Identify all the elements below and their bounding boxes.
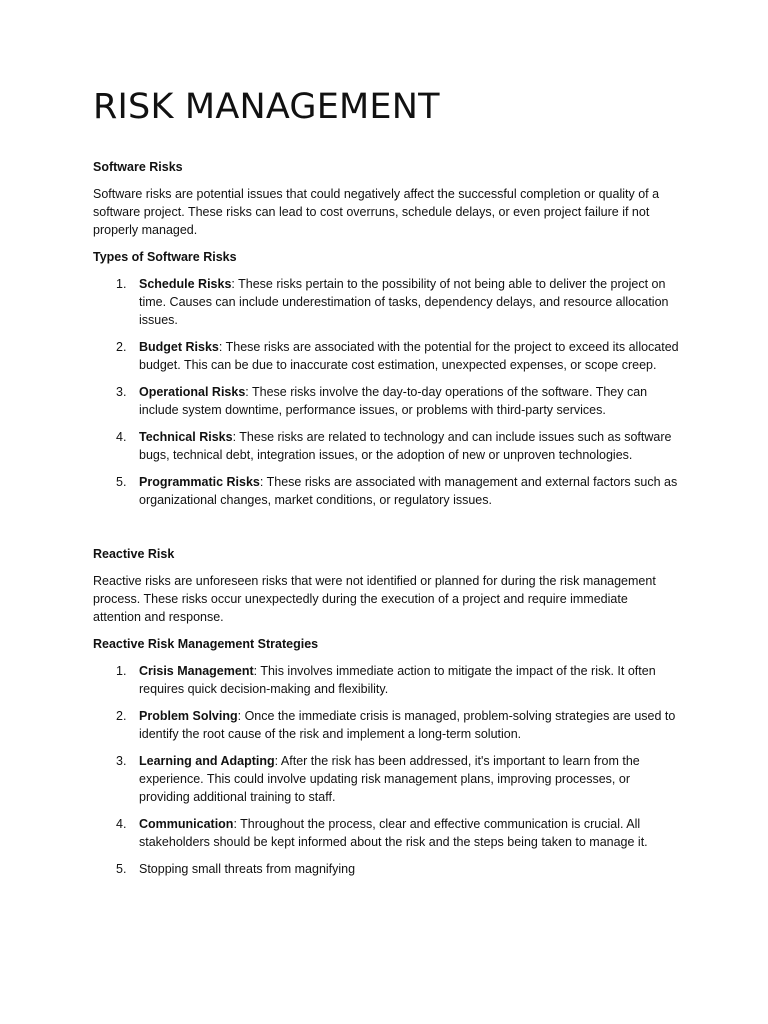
list-term: Schedule Risks bbox=[139, 277, 232, 291]
document-title: RISK MANAGEMENT bbox=[93, 87, 440, 127]
list-item bbox=[93, 860, 679, 878]
list-number: 3. bbox=[116, 754, 127, 768]
list-item bbox=[93, 473, 679, 509]
section-spacer bbox=[93, 518, 679, 545]
list-number: 5. bbox=[116, 862, 127, 876]
list-text: : These risks involve the day-to-day operations of the software. They can include system downtime, performance issues, or problems with third-party services. bbox=[139, 385, 648, 417]
list-term: Communication bbox=[139, 817, 234, 831]
list-text: : Once the immediate crisis is managed, problem-solving strategies are used to identify the root cause of the risk and implement a long-term solution. bbox=[139, 709, 676, 741]
reactive-strategies-heading: Reactive Risk Management Strategies bbox=[93, 637, 319, 651]
types-of-software-risks-heading: Types of Software Risks bbox=[93, 250, 237, 264]
list-text: Stopping small threats from magnifying bbox=[139, 862, 356, 876]
software-risks-intro: Software risks are potential issues that could negatively affect the successful completion or quality of a software project. These risks can lead to cost overruns, schedule delays, or even project failure if not properly managed. bbox=[93, 187, 660, 237]
list-term: Problem Solving bbox=[139, 709, 238, 723]
list-item bbox=[93, 752, 679, 806]
list-item bbox=[93, 338, 679, 374]
software-risk-types-list bbox=[93, 275, 679, 509]
list-term: Learning and Adapting bbox=[139, 754, 275, 768]
list-number: 4. bbox=[116, 430, 127, 444]
reactive-strategies-list bbox=[93, 662, 679, 878]
list-number: 1. bbox=[116, 664, 127, 678]
software-risks-heading: Software Risks bbox=[93, 160, 183, 174]
list-number: 2. bbox=[116, 340, 127, 354]
list-term: Technical Risks bbox=[139, 430, 233, 444]
reactive-risk-intro: Reactive risks are unforeseen risks that were not identified or planned for during the risk management process. These risks occur unexpectedly during the execution of a project and require immediate attention and response. bbox=[93, 574, 656, 624]
reactive-risk-heading: Reactive Risk bbox=[93, 547, 175, 561]
list-number: 1. bbox=[116, 277, 127, 291]
document-page bbox=[93, 84, 679, 887]
list-item bbox=[93, 383, 679, 419]
list-text: : These risks are associated with management and external factors such as organizational changes, market conditions, or regulatory issues. bbox=[139, 475, 678, 507]
list-term: Budget Risks bbox=[139, 340, 219, 354]
list-text: : These risks pertain to the possibility of not being able to deliver the project on time. Causes can include underestimation of tasks, dependency delays, and resource allocation issues. bbox=[139, 277, 669, 327]
list-item bbox=[93, 815, 679, 851]
list-item bbox=[93, 707, 679, 743]
list-number: 5. bbox=[116, 475, 127, 489]
list-text: : These risks are associated with the potential for the project to exceed its allocated budget. This can be due to inaccurate cost estimation, unexpected expenses, or scope creep. bbox=[139, 340, 679, 372]
list-item bbox=[93, 662, 679, 698]
list-term: Programmatic Risks bbox=[139, 475, 260, 489]
list-text: : This involves immediate action to mitigate the impact of the risk. It often requires quick decision-making and flexibility. bbox=[139, 664, 656, 696]
list-term: Operational Risks bbox=[139, 385, 246, 399]
list-term: Crisis Management bbox=[139, 664, 254, 678]
list-number: 3. bbox=[116, 385, 127, 399]
list-item bbox=[93, 428, 679, 464]
list-text: : These risks are related to technology and can include issues such as software bugs, technical debt, integration issues, or the adoption of new or unproven technologies. bbox=[139, 430, 672, 462]
list-number: 4. bbox=[116, 817, 127, 831]
list-item bbox=[93, 275, 679, 329]
list-text: : Throughout the process, clear and effective communication is crucial. All stakeholders should be kept informed about the risk and the steps being taken to manage it. bbox=[139, 817, 648, 849]
list-number: 2. bbox=[116, 709, 127, 723]
list-text: : After the risk has been addressed, it's important to learn from the experience. This could involve updating risk management plans, improving processes, or providing additional training to staff. bbox=[139, 754, 640, 804]
